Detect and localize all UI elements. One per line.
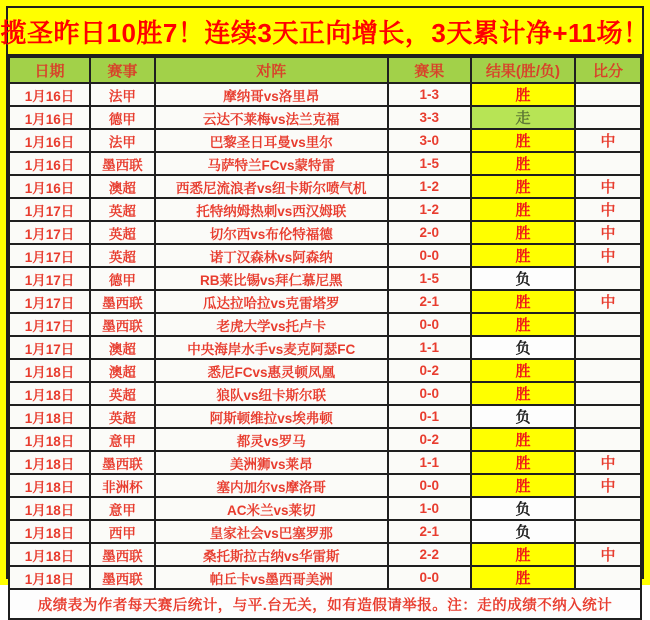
cell-mark <box>575 106 641 129</box>
cell-mark <box>575 566 641 589</box>
cell-score: 2-1 <box>388 520 471 543</box>
cell-mark <box>575 405 641 428</box>
cell-result: 胜 <box>471 428 575 451</box>
cell-league: 德甲 <box>90 106 155 129</box>
table-row <box>9 152 641 175</box>
cell-mark: 中 <box>575 221 641 244</box>
cell-match: 巴黎圣日耳曼vs里尔 <box>155 129 388 152</box>
footer-row <box>9 589 641 619</box>
cell-mark <box>575 359 641 382</box>
cell-result: 胜 <box>471 198 575 221</box>
cell-mark: 中 <box>575 451 641 474</box>
cell-result: 负 <box>471 497 575 520</box>
cell-score: 0-0 <box>388 313 471 336</box>
cell-mark <box>575 428 641 451</box>
cell-league: 英超 <box>90 244 155 267</box>
cell-match: 摩纳哥vs洛里昂 <box>155 83 388 106</box>
cell-mark <box>575 520 641 543</box>
cell-date: 1月16日 <box>9 83 90 106</box>
cell-score: 1-0 <box>388 497 471 520</box>
cell-league: 墨西联 <box>90 543 155 566</box>
table-row <box>9 451 641 474</box>
cell-league: 墨西联 <box>90 451 155 474</box>
cell-score: 0-0 <box>388 474 471 497</box>
cell-score: 1-5 <box>388 267 471 290</box>
cell-score: 1-1 <box>388 336 471 359</box>
table-row <box>9 129 641 152</box>
cell-match: 马萨特兰FCvs蒙特雷 <box>155 152 388 175</box>
cell-date: 1月18日 <box>9 543 90 566</box>
cell-score: 0-2 <box>388 359 471 382</box>
cell-match: AC米兰vs莱切 <box>155 497 388 520</box>
cell-score: 3-3 <box>388 106 471 129</box>
cell-date: 1月17日 <box>9 336 90 359</box>
cell-match: 桑托斯拉古纳vs华雷斯 <box>155 543 388 566</box>
cell-score: 3-0 <box>388 129 471 152</box>
cell-result: 胜 <box>471 221 575 244</box>
cell-date: 1月18日 <box>9 359 90 382</box>
cell-mark: 中 <box>575 129 641 152</box>
cell-mark <box>575 152 641 175</box>
table-row <box>9 497 641 520</box>
cell-score: 2-0 <box>388 221 471 244</box>
cell-match: 都灵vs罗马 <box>155 428 388 451</box>
results-body <box>9 83 641 589</box>
cell-date: 1月17日 <box>9 198 90 221</box>
cell-mark: 中 <box>575 198 641 221</box>
cell-match: 塞内加尔vs摩洛哥 <box>155 474 388 497</box>
cell-result: 胜 <box>471 175 575 198</box>
cell-match: 中央海岸水手vs麦克阿瑟FC <box>155 336 388 359</box>
cell-league: 英超 <box>90 198 155 221</box>
cell-match: 西悉尼流浪者vs纽卡斯尔喷气机 <box>155 175 388 198</box>
cell-league: 意甲 <box>90 497 155 520</box>
cell-result: 胜 <box>471 244 575 267</box>
cell-mark: 中 <box>575 474 641 497</box>
cell-date: 1月16日 <box>9 175 90 198</box>
footer-note: 成绩表为作者每天赛后统计，与平.台无关，如有造假请举报。注：走的成绩不纳入统计 <box>9 589 641 619</box>
cell-match: 帕丘卡vs墨西哥美洲 <box>155 566 388 589</box>
header-cell-result: 结果(胜/负) <box>471 57 575 83</box>
cell-score: 2-2 <box>388 543 471 566</box>
cell-result: 胜 <box>471 543 575 566</box>
cell-league: 英超 <box>90 382 155 405</box>
results-sheet <box>0 6 650 614</box>
cell-score: 0-1 <box>388 405 471 428</box>
table-row <box>9 244 641 267</box>
cell-match: 美洲狮vs莱昂 <box>155 451 388 474</box>
cell-result: 走 <box>471 106 575 129</box>
cell-date: 1月18日 <box>9 520 90 543</box>
results-table <box>8 56 642 620</box>
cell-result: 胜 <box>471 313 575 336</box>
cell-league: 澳超 <box>90 175 155 198</box>
cell-league: 法甲 <box>90 129 155 152</box>
cell-league: 澳超 <box>90 359 155 382</box>
cell-result: 胜 <box>471 382 575 405</box>
cell-score: 1-2 <box>388 175 471 198</box>
header-cell-match: 对阵 <box>155 57 388 83</box>
cell-date: 1月17日 <box>9 244 90 267</box>
cell-match: 皇家社会vs巴塞罗那 <box>155 520 388 543</box>
table-row <box>9 267 641 290</box>
cell-mark <box>575 83 641 106</box>
cell-match: 瓜达拉哈拉vs克雷塔罗 <box>155 290 388 313</box>
cell-result: 胜 <box>471 83 575 106</box>
cell-date: 1月16日 <box>9 129 90 152</box>
cell-score: 1-5 <box>388 152 471 175</box>
cell-mark <box>575 382 641 405</box>
cell-date: 1月18日 <box>9 382 90 405</box>
cell-date: 1月18日 <box>9 405 90 428</box>
cell-score: 1-3 <box>388 83 471 106</box>
cell-match: 阿斯顿维拉vs埃弗顿 <box>155 405 388 428</box>
cell-result: 胜 <box>471 451 575 474</box>
table-row <box>9 382 641 405</box>
cell-league: 墨西联 <box>90 152 155 175</box>
cell-score: 0-2 <box>388 428 471 451</box>
cell-date: 1月16日 <box>9 152 90 175</box>
cell-date: 1月17日 <box>9 267 90 290</box>
table-row <box>9 290 641 313</box>
cell-mark: 中 <box>575 290 641 313</box>
cell-date: 1月16日 <box>9 106 90 129</box>
cell-date: 1月18日 <box>9 451 90 474</box>
cell-result: 负 <box>471 336 575 359</box>
header-cell-mark: 比分 <box>575 57 641 83</box>
title-banner: 揽圣昨日10胜7！连续3天正向增长，3天累计净+11场！ <box>8 8 642 56</box>
cell-match: RB莱比锡vs拜仁慕尼黑 <box>155 267 388 290</box>
table-row <box>9 313 641 336</box>
cell-league: 英超 <box>90 221 155 244</box>
cell-mark: 中 <box>575 543 641 566</box>
cell-date: 1月18日 <box>9 566 90 589</box>
cell-score: 0-0 <box>388 382 471 405</box>
cell-league: 意甲 <box>90 428 155 451</box>
cell-result: 负 <box>471 267 575 290</box>
header-row <box>9 57 641 83</box>
cell-result: 胜 <box>471 152 575 175</box>
cell-match: 切尔西vs布伦特福德 <box>155 221 388 244</box>
cell-match: 狼队vs纽卡斯尔联 <box>155 382 388 405</box>
cell-league: 西甲 <box>90 520 155 543</box>
table-row <box>9 221 641 244</box>
table-row <box>9 175 641 198</box>
cell-mark <box>575 313 641 336</box>
table-row <box>9 405 641 428</box>
cell-mark: 中 <box>575 244 641 267</box>
cell-match: 托特纳姆热刺vs西汉姆联 <box>155 198 388 221</box>
cell-match: 诺丁汉森林vs阿森纳 <box>155 244 388 267</box>
table-row <box>9 336 641 359</box>
table-row <box>9 520 641 543</box>
cell-date: 1月17日 <box>9 221 90 244</box>
cell-mark: 中 <box>575 175 641 198</box>
cell-score: 2-1 <box>388 290 471 313</box>
header-cell-date: 日期 <box>9 57 90 83</box>
header-cell-score: 赛果 <box>388 57 471 83</box>
table-row <box>9 474 641 497</box>
cell-result: 胜 <box>471 474 575 497</box>
table-row <box>9 198 641 221</box>
table-row <box>9 106 641 129</box>
cell-match: 老虎大学vs托卢卡 <box>155 313 388 336</box>
cell-league: 澳超 <box>90 336 155 359</box>
cell-league: 墨西联 <box>90 566 155 589</box>
cell-date: 1月17日 <box>9 290 90 313</box>
table-row <box>9 428 641 451</box>
cell-date: 1月18日 <box>9 428 90 451</box>
cell-league: 非洲杯 <box>90 474 155 497</box>
header-cell-league: 赛事 <box>90 57 155 83</box>
cell-result: 负 <box>471 520 575 543</box>
cell-result: 胜 <box>471 359 575 382</box>
cell-mark <box>575 267 641 290</box>
cell-date: 1月18日 <box>9 497 90 520</box>
cell-league: 墨西联 <box>90 290 155 313</box>
cell-result: 负 <box>471 405 575 428</box>
cell-match: 云达不莱梅vs法兰克福 <box>155 106 388 129</box>
cell-score: 1-1 <box>388 451 471 474</box>
table-row <box>9 83 641 106</box>
table-row <box>9 566 641 589</box>
table-row <box>9 359 641 382</box>
cell-date: 1月18日 <box>9 474 90 497</box>
cell-result: 胜 <box>471 129 575 152</box>
cell-date: 1月17日 <box>9 313 90 336</box>
table-row <box>9 543 641 566</box>
cell-result: 胜 <box>471 566 575 589</box>
cell-score: 1-2 <box>388 198 471 221</box>
cell-mark <box>575 336 641 359</box>
cell-league: 英超 <box>90 405 155 428</box>
cell-mark <box>575 497 641 520</box>
cell-league: 法甲 <box>90 83 155 106</box>
cell-result: 胜 <box>471 290 575 313</box>
cell-league: 德甲 <box>90 267 155 290</box>
cell-score: 0-0 <box>388 244 471 267</box>
cell-match: 悉尼FCvs惠灵顿凤凰 <box>155 359 388 382</box>
cell-league: 墨西联 <box>90 313 155 336</box>
cell-score: 0-0 <box>388 566 471 589</box>
